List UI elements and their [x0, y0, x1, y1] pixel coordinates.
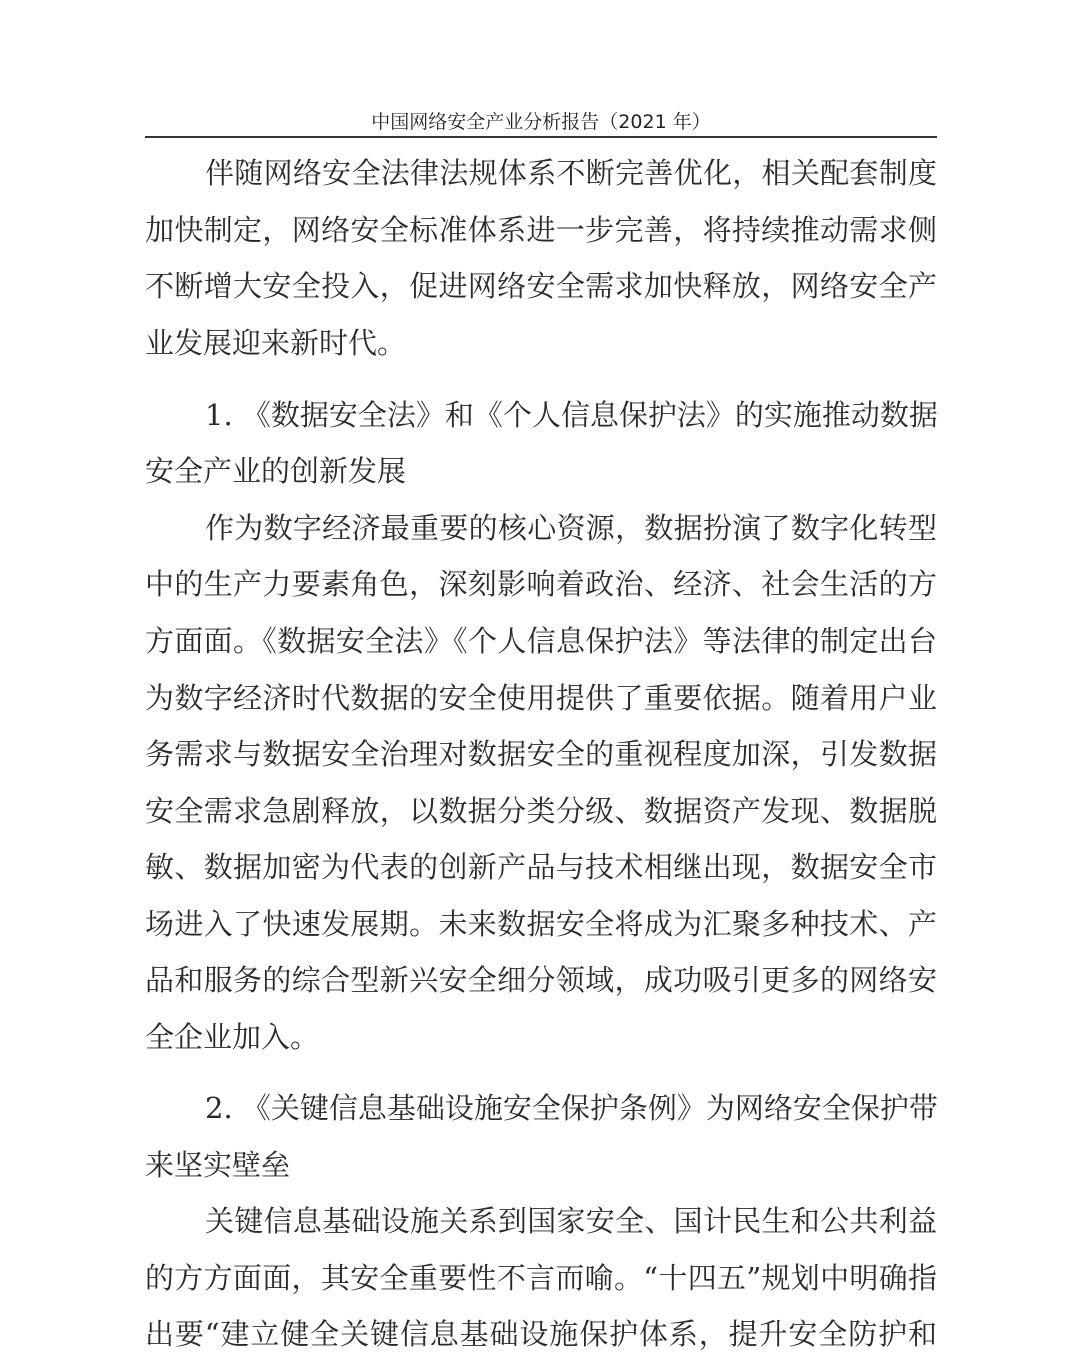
paragraph-line: 的方方面面，其安全重要性不言而喻。“十四五”规划中明确指	[145, 1261, 937, 1295]
paragraph-line: 务需求与数据安全治理对数据安全的重视程度加深，引发数据	[145, 737, 937, 771]
paragraph-line: 不断增大安全投入，促进网络安全需求加快释放，网络安全产	[145, 269, 937, 303]
section-heading-line: 来坚实壁垒	[145, 1148, 291, 1182]
paragraph-line: 作为数字经济最重要的核心资源，数据扮演了数字化转型	[205, 511, 937, 545]
paragraph-line: 敏、数据加密为代表的创新产品与技术相继出现，数据安全市	[145, 850, 937, 884]
paragraph-line: 品和服务的综合型新兴安全细分领域，成功吸引更多的网络安	[145, 963, 937, 997]
paragraph-line: 出要“建立健全关键信息基础设施保护体系，提升安全防护和	[145, 1317, 937, 1351]
section-heading-line: 2. 《关键信息基础设施安全保护条例》为网络安全保护带	[205, 1091, 938, 1125]
paragraph-line: 方面面。《数据安全法》《个人信息保护法》等法律的制定出台	[145, 624, 937, 658]
paragraph-line: 场进入了快速发展期。未来数据安全将成为汇聚多种技术、产	[145, 907, 937, 941]
paragraph-line: 伴随网络安全法律法规体系不断完善优化，相关配套制度	[205, 156, 937, 190]
paragraph-line: 为数字经济时代数据的安全使用提供了重要依据。随着用户业	[145, 681, 937, 715]
paragraph-line: 全企业加入。	[145, 1020, 320, 1054]
paragraph-line: 安全需求急剧释放，以数据分类分级、数据资产发现、数据脱	[145, 794, 937, 828]
section-heading-line: 安全产业的创新发展	[145, 454, 407, 488]
paragraph-line: 关键信息基础设施关系到国家安全、国计民生和公共利益	[205, 1204, 937, 1238]
paragraph-line: 业发展迎来新时代。	[145, 326, 407, 360]
paragraph-line: 中的生产力要素角色，深刻影响着政治、经济、社会生活的方	[145, 567, 937, 601]
page-header	[145, 108, 937, 138]
section-heading-line: 1. 《数据安全法》和《个人信息保护法》的实施推动数据	[205, 398, 938, 432]
header-title: 中国网络安全产业分析报告（2021 年）	[371, 111, 711, 133]
paragraph-line: 加快制定，网络安全标准体系进一步完善，将持续推动需求侧	[145, 213, 937, 247]
